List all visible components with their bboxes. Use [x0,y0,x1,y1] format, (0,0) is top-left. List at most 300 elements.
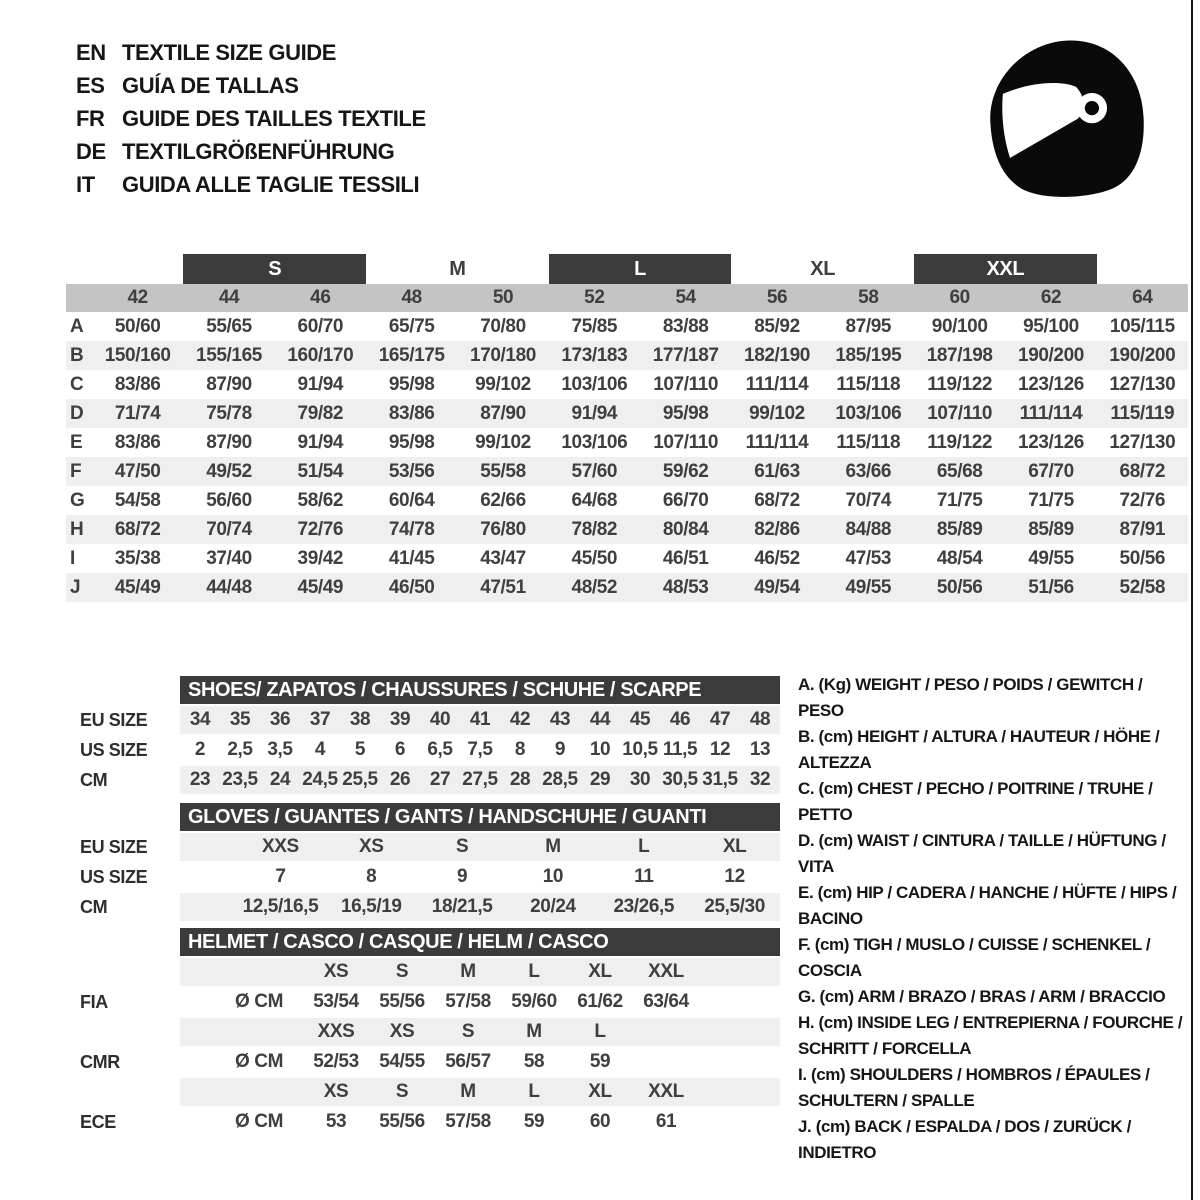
value-cell: 10 [542,866,564,887]
value-cell: 7 [275,866,286,887]
legend-item: E. (cm) HIP / CADERA / HANCHE / HÜFTE / HIPS / BACINO [798,883,1177,928]
size-value-cell: 60/64 [388,489,435,511]
size-value-cell: 70/80 [480,315,526,337]
helmet-sizes-row-ece [80,1078,790,1106]
size-header-cell: XXS [317,1021,355,1042]
row-values [180,1018,780,1046]
value-cell: 44 [589,709,611,730]
value-cell: 7,5 [467,739,493,760]
gloves-row [80,863,790,891]
value-cell: 27,5 [462,769,498,790]
size-value-cell: 95/100 [1023,315,1079,337]
value-cell: 25,5 [342,769,378,790]
value-cell: 56/57 [445,1051,491,1072]
value-cell: 5 [354,739,366,760]
size-value-cell: 127/130 [1109,431,1176,453]
size-value-cell: 87/90 [480,402,526,424]
value-cell: 30 [629,769,651,790]
row-letter: D [70,402,84,424]
measurement-rows [66,312,1188,602]
value-cell: 48 [749,709,771,730]
size-value-cell: 111/114 [745,431,809,453]
size-value-cell: 46/52 [754,547,800,569]
row-letter: G [70,489,85,511]
legend-item: B. (cm) HEIGHT / ALTURA / HAUTEUR / HÖHE / ALTEZZA [798,727,1160,772]
value-cell: 12 [724,866,745,887]
legend-item: H. (cm) INSIDE LEG / ENTREPIERNA / FOURCHE / SCHRITT / FORCELLA [798,1013,1183,1058]
language-code: FR [76,106,105,131]
size-value-cell: 177/187 [652,344,719,366]
row-values [180,988,780,1016]
size-value-cell: 47/53 [845,547,892,569]
row-letter: C [70,373,84,395]
value-cell: 30,5 [662,769,698,790]
column-header-cell: 54 [675,287,696,308]
size-value-cell: 91/94 [297,373,344,395]
size-value-cell: 71/75 [1028,489,1074,511]
size-value-cell: 90/100 [931,315,988,337]
helmet-sizes-row-fia [80,958,790,986]
size-header-cell: M [460,1081,476,1102]
size-value-cell: 87/95 [845,315,892,337]
helmet-values-row-fia [80,988,790,1016]
gloves-rows [80,833,790,921]
row-values [180,958,780,986]
size-value-cell: 190/200 [1109,344,1176,366]
size-value-cell: 52/58 [1119,576,1166,598]
size-value-cell: 111/114 [1019,402,1083,424]
gloves-row [80,893,790,921]
language-row [76,168,426,201]
size-value-cell: 107/110 [653,373,719,395]
size-value-cell: 85/89 [1028,518,1074,540]
size-value-cell: 107/110 [653,431,719,453]
row-letter: I [70,547,75,569]
size-value-cell: 57/60 [571,460,618,482]
size-header-cell: M [526,1021,542,1042]
helmet-standard-groups [80,958,790,1136]
legend-item: G. (cm) ARM / BRAZO / BRAS / ARM / BRACCIO [798,987,1166,1006]
size-value-cell: 48/54 [936,547,983,569]
column-header-cell: 42 [127,287,148,308]
size-value-cell: 58/62 [297,489,344,511]
size-value-cell: 68/72 [754,489,800,511]
value-cell: 59 [589,1051,611,1072]
row-letter: A [70,315,84,337]
value-cell: 8 [366,866,377,887]
helmet-sizes-row-cmr [80,1018,790,1046]
value-cell: 46 [669,709,691,730]
value-cell: S [455,836,469,857]
value-cell: XL [722,836,747,857]
value-cell: 55/56 [379,991,425,1012]
guide-title: GUIDA ALLE TAGLIE TESSILI [122,172,420,197]
size-value-cell: 99/102 [475,373,531,395]
value-cell: 29 [589,769,611,790]
value-cell: 39 [389,709,411,730]
size-value-cell: 74/78 [388,518,435,540]
helmet-values-row-ece [80,1108,790,1136]
value-cell: 10 [589,739,611,760]
size-value-cell: 50/56 [936,576,983,598]
size-value-cell: 66/70 [662,489,709,511]
size-value-cell: 67/70 [1028,460,1074,482]
row-values [180,766,780,794]
size-value-cell: 99/102 [475,431,531,453]
measure-row-d [66,399,1188,428]
size-value-cell: 84/88 [845,518,892,540]
size-value-cell: 41/45 [388,547,435,569]
measure-row-a [66,312,1188,341]
value-cell: 2 [194,739,206,760]
size-value-cell: 53/56 [388,460,435,482]
value-cell: M [545,836,561,857]
diameter-label: Ø CM [235,991,284,1012]
size-value-cell: 78/82 [571,518,618,540]
legend-item: C. (cm) CHEST / PECHO / POITRINE / TRUHE / PETTO [798,779,1153,824]
value-cell: 6,5 [427,739,453,760]
size-value-cell: 37/40 [206,547,252,569]
guide-title: GUÍA DE TALLAS [122,73,299,98]
size-value-cell: 46/51 [662,547,709,569]
size-value-cell: 127/130 [1109,373,1176,395]
size-band-s: S [183,254,366,284]
value-cell: XS [358,836,384,857]
helmet-values-row-cmr [80,1048,790,1076]
size-value-cell: 44/48 [206,576,252,598]
gloves-size-section [80,803,790,923]
value-cell: 12,5/16,5 [242,896,319,917]
size-value-cell: 107/110 [927,402,993,424]
column-header-cell: 56 [766,287,788,308]
value-cell: 11 [634,866,654,887]
size-value-cell: 185/195 [835,344,902,366]
size-value-cell: 48/53 [662,576,709,598]
size-value-cell: 115/118 [836,373,901,395]
size-value-cell: 99/102 [749,402,805,424]
guide-title: TEXTILE SIZE GUIDE [122,40,337,65]
size-value-cell: 115/119 [1110,402,1175,424]
size-header-cell: XS [389,1021,415,1042]
size-value-cell: 160/170 [287,344,354,366]
value-cell: 8 [514,739,526,760]
size-value-cell: 49/55 [845,576,892,598]
size-value-cell: 75/85 [571,315,618,337]
size-value-cell: 48/52 [571,576,618,598]
measure-row-e [66,428,1188,457]
size-value-cell: 119/122 [927,373,993,395]
size-value-cell: 47/51 [480,576,526,598]
size-band-xl: XL [810,257,836,280]
size-value-cell: 85/89 [936,518,983,540]
size-value-cell: 103/106 [561,373,628,395]
value-cell: 23/26,5 [613,896,675,917]
column-header-cell: 46 [310,287,331,308]
row-values [180,863,780,891]
size-value-cell: 95/98 [388,373,435,395]
size-value-cell: 119/122 [927,431,993,453]
row-letter: J [70,576,81,598]
value-cell: 24,5 [302,769,338,790]
shoes-size-section [80,676,790,796]
column-header-cell: 44 [218,287,240,308]
row-letter: F [70,460,82,482]
size-header-cell: L [528,1081,540,1102]
size-value-cell: 85/92 [754,315,800,337]
value-cell: 16,5/19 [340,896,402,917]
title-block [76,36,426,201]
size-header-cell: S [395,1081,409,1102]
value-cell: 38 [349,709,371,730]
size-value-cell: 150/160 [104,344,171,366]
size-value-cell: 70/74 [845,489,892,511]
textile-size-table [66,254,1188,602]
size-value-cell: 45/49 [114,576,161,598]
size-value-cell: 50/60 [114,315,161,337]
size-band-l: L [549,254,732,284]
size-header-cell: L [594,1021,606,1042]
value-cell: 3,5 [267,739,293,760]
legend-item: D. (cm) WAIST / CINTURA / TAILLE / HÜFTUNG / VITA [798,831,1166,876]
size-value-cell: 43/47 [480,547,526,569]
size-value-cell: 56/60 [206,489,252,511]
row-label: US SIZE [80,739,148,760]
value-cell: 45 [629,709,651,730]
value-cell: 9 [456,866,468,887]
size-header-cell: XL [588,961,612,982]
size-value-cell: 75/78 [206,402,252,424]
size-value-cell: 111/114 [745,373,809,395]
standard-label: FIA [80,991,108,1012]
size-value-cell: 60/70 [297,315,344,337]
size-value-cell: 91/94 [571,402,618,424]
row-letter: E [70,431,83,453]
measure-row-f [66,457,1188,486]
column-header-cell: 58 [858,287,879,308]
language-row [76,102,426,135]
value-cell: 58 [523,1051,545,1072]
size-value-cell: 49/54 [754,576,800,598]
size-value-cell: 55/65 [206,315,252,337]
size-header-cell: XL [588,1081,612,1102]
size-value-cell: 65/68 [936,460,983,482]
size-value-cell: 61/63 [754,460,800,482]
value-cell: 28 [509,769,531,790]
language-row [76,36,426,69]
row-letter: H [70,518,84,540]
value-cell: 60 [589,1111,611,1132]
row-values [180,706,780,734]
value-cell: 6 [394,739,406,760]
diameter-label: Ø CM [235,1051,284,1072]
column-header-cell: 52 [584,287,605,308]
size-value-cell: 70/74 [206,518,252,540]
size-header-cell: L [528,961,540,982]
value-cell: 37 [309,709,331,730]
size-value-cell: 80/84 [662,518,709,540]
size-value-cell: 64/68 [571,489,618,511]
language-code: DE [76,139,106,164]
column-header-cell: 62 [1040,287,1062,308]
value-cell: 36 [269,709,291,730]
value-cell: 27 [429,769,451,790]
legend-item: F. (cm) TIGH / MUSLO / CUISSE / SCHENKEL / COSCIA [798,935,1151,980]
size-header-cell: XXL [648,961,684,982]
value-cell: 20/24 [530,896,576,917]
row-label: CM [80,896,108,917]
size-value-cell: 95/98 [662,402,709,424]
language-row [76,135,426,168]
size-value-cell: 35/38 [114,547,161,569]
value-cell: 23 [189,769,211,790]
size-value-cell: 79/82 [297,402,344,424]
column-header-cell: 48 [401,287,422,308]
value-cell: 13 [749,739,771,760]
row-values [180,1108,780,1136]
size-header-cell: XS [323,961,349,982]
helmet-section-header: HELMET / CASCO / CASQUE / HELM / CASCO [180,928,780,956]
size-value-cell: 59/62 [662,460,709,482]
measurement-legend [798,672,1190,1166]
measure-row-j [66,573,1188,602]
size-value-cell: 123/126 [1018,431,1084,453]
size-value-cell: 51/54 [297,460,344,482]
language-code: EN [76,40,106,65]
size-value-cell: 72/76 [297,518,344,540]
row-values [180,893,780,921]
value-cell: 55/56 [379,1111,425,1132]
row-label: EU SIZE [80,836,148,857]
size-value-cell: 45/49 [297,576,344,598]
column-header-cell: 64 [1132,287,1153,308]
value-cell: 24 [269,769,291,790]
value-cell: 63/64 [643,991,689,1012]
size-value-cell: 46/50 [388,576,435,598]
size-value-cell: 83/86 [114,431,161,453]
value-cell: 4 [314,739,326,760]
value-cell: 26 [389,769,411,790]
size-value-cell: 87/90 [206,431,252,453]
column-header-cell: 60 [949,287,970,308]
legend-item: I. (cm) SHOULDERS / HOMBROS / ÉPAULES / SCHULTERN / SPALLE [798,1065,1150,1110]
row-label: EU SIZE [80,709,148,730]
row-values [180,833,780,861]
value-cell: 35 [229,709,251,730]
measure-row-h [66,515,1188,544]
size-value-cell: 155/165 [196,344,262,366]
row-values [180,736,780,764]
size-value-cell: 68/72 [1119,460,1166,482]
size-value-cell: 71/74 [114,402,161,424]
row-letter: B [70,344,84,366]
size-value-cell: 182/190 [744,344,810,366]
value-cell: 59 [523,1111,545,1132]
value-cell: 41 [469,709,491,730]
value-cell: 40 [429,709,451,730]
size-value-cell: 71/75 [936,489,983,511]
helmet-size-section [80,928,790,1138]
row-label [80,958,180,986]
value-cell: 43 [549,709,571,730]
size-value-cell: 123/126 [1018,373,1084,395]
size-value-cell: 173/183 [561,344,628,366]
value-cell: 23,5 [222,769,258,790]
value-cell: 54/55 [379,1051,425,1072]
size-band-m: M [449,257,466,280]
size-band-xxl: XXL [914,254,1097,284]
value-cell: 53/54 [313,991,359,1012]
row-label [80,1078,180,1106]
size-value-cell: 54/58 [114,489,161,511]
language-code: ES [76,73,105,98]
size-value-cell: 83/86 [388,402,435,424]
size-value-cell: 47/50 [114,460,161,482]
size-value-cell: 65/75 [388,315,435,337]
language-row [76,69,426,102]
value-cell: L [638,836,650,857]
size-value-cell: 105/115 [1109,315,1175,337]
value-cell: 34 [189,709,211,730]
size-value-cell: 187/198 [926,344,993,366]
size-value-cell: 165/175 [378,344,445,366]
size-value-cell: 39/42 [297,547,344,569]
size-value-cell: 62/66 [480,489,526,511]
size-value-cell: 82/86 [754,518,800,540]
size-header-cell: S [395,961,409,982]
value-cell: 28,5 [542,769,578,790]
size-value-cell: 91/94 [297,431,344,453]
size-header-cell: XXL [648,1081,684,1102]
shoes-rows [80,706,790,794]
size-value-cell: 95/98 [388,431,435,453]
value-cell: 61/62 [577,991,623,1012]
row-values [180,1078,780,1106]
size-value-cell: 87/91 [1119,518,1166,540]
size-band-row [66,254,1188,284]
gloves-row [80,833,790,861]
shoes-row [80,706,790,734]
size-value-cell: 190/200 [1018,344,1084,366]
size-value-cell: 45/50 [571,547,618,569]
guide-title: GUIDE DES TAILLES TEXTILE [122,106,426,131]
numeric-size-header-row [66,284,1188,312]
size-value-cell: 51/56 [1028,576,1074,598]
value-cell: 32 [749,769,771,790]
value-cell: 9 [554,739,566,760]
value-cell: 53 [325,1111,347,1132]
size-value-cell: 49/55 [1028,547,1074,569]
measure-row-c [66,370,1188,399]
value-cell: 59/60 [511,991,557,1012]
legend-item: J. (cm) BACK / ESPALDA / DOS / ZURÜCK / INDIETRO [798,1117,1131,1162]
size-value-cell: 63/66 [845,460,892,482]
value-cell: 61 [655,1111,677,1132]
shoes-section-header: SHOES/ ZAPATOS / CHAUSSURES / SCHUHE / SCARPE [180,676,780,704]
size-value-cell: 68/72 [114,518,161,540]
diameter-label: Ø CM [235,1111,284,1132]
size-value-cell: 83/86 [114,373,161,395]
row-label [80,1018,180,1046]
value-cell: 57/58 [445,1111,491,1132]
value-cell: 57/58 [445,991,491,1012]
size-value-cell: 87/90 [206,373,252,395]
value-cell: 11,5 [662,739,698,760]
size-value-cell: 72/76 [1119,489,1166,511]
size-value-cell: 50/56 [1119,547,1166,569]
shoes-row [80,766,790,794]
size-value-cell: 103/106 [561,431,628,453]
value-cell: 52/53 [313,1051,359,1072]
